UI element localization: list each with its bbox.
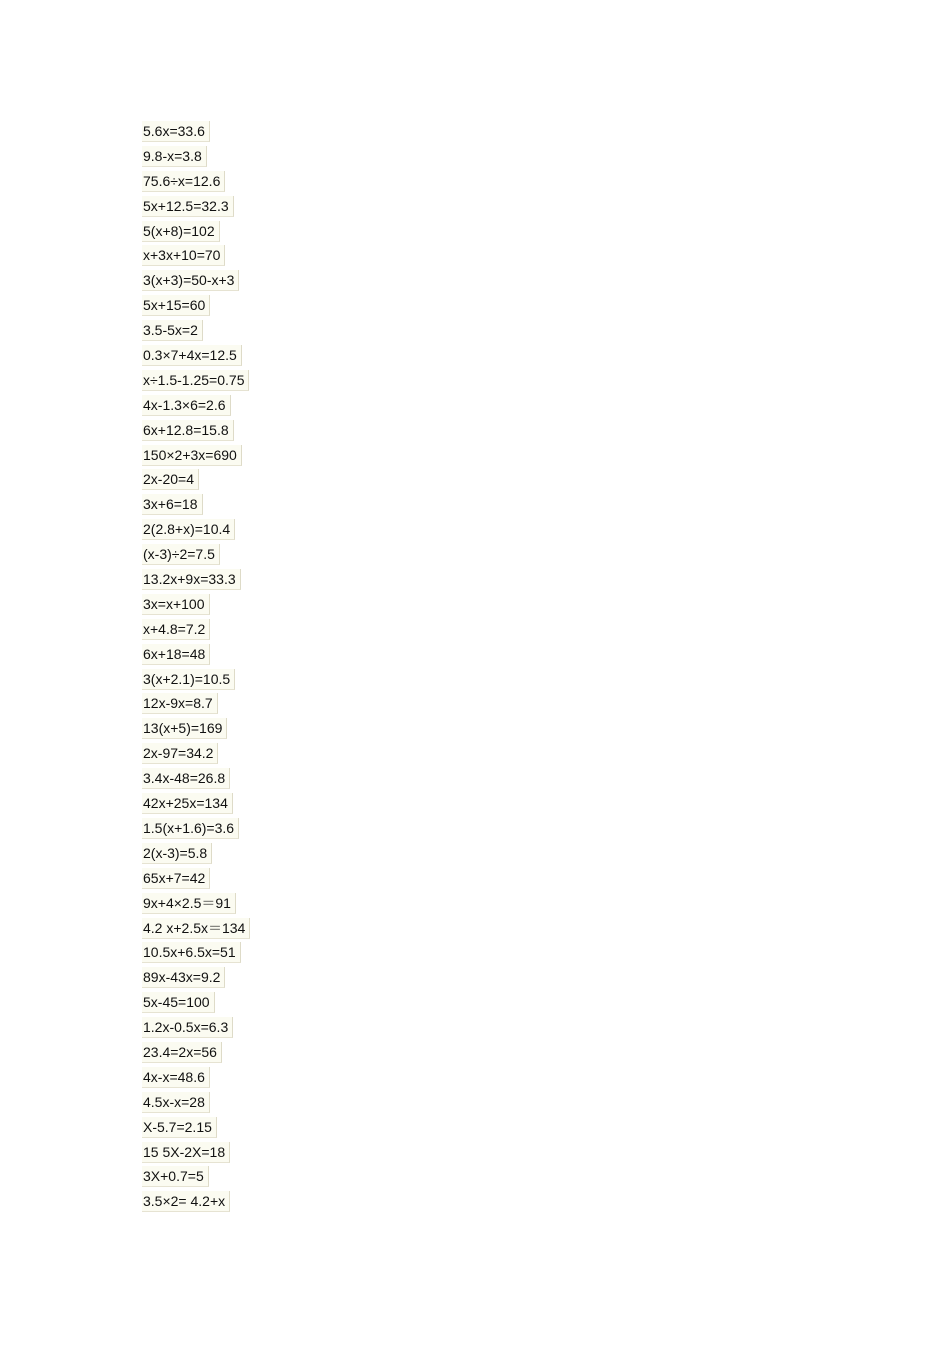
equation-text: 0.3×7+4x=12.5	[142, 345, 242, 366]
equation-item	[142, 867, 250, 892]
equation-item	[142, 892, 250, 917]
equation-item	[142, 1041, 250, 1066]
equation-item	[142, 941, 250, 966]
equation-item	[142, 1141, 250, 1166]
equation-item	[142, 444, 250, 469]
equation-item	[142, 468, 250, 493]
equation-text: 13(x+5)=169	[142, 718, 227, 739]
equation-text: 65x+7=42	[142, 868, 210, 889]
equation-item	[142, 145, 250, 170]
equation-item	[142, 767, 250, 792]
equation-item	[142, 269, 250, 294]
equation-text: 2x-97=34.2	[142, 743, 218, 764]
equation-item	[142, 991, 250, 1016]
equation-text: 42x+25x=134	[142, 793, 233, 814]
equation-text: 6x+18=48	[142, 644, 210, 665]
equation-item	[142, 717, 250, 742]
equation-item	[142, 220, 250, 245]
equation-item	[142, 1165, 250, 1190]
equation-text: 2(2.8+x)=10.4	[142, 519, 235, 540]
equation-item	[142, 792, 250, 817]
equation-item	[142, 593, 250, 618]
equation-text: 4x-x=48.6	[142, 1067, 210, 1088]
equation-item	[142, 692, 250, 717]
equation-item	[142, 244, 250, 269]
equation-text: 10.5x+6.5x=51	[142, 942, 241, 963]
equation-text: 15 5X-2X=18	[142, 1142, 230, 1163]
equation-text: 3.5×2= 4.2+x	[142, 1191, 230, 1212]
equation-item	[142, 568, 250, 593]
equation-text: 3.4x-48=26.8	[142, 768, 230, 789]
equation-text: 3.5-5x=2	[142, 320, 203, 341]
equation-text: 13.2x+9x=33.3	[142, 569, 241, 590]
equation-text: x÷1.5-1.25=0.75	[142, 370, 249, 391]
equation-text: 3(x+3)=50-x+3	[142, 270, 239, 291]
equation-item	[142, 294, 250, 319]
equation-item	[142, 394, 250, 419]
equation-item	[142, 493, 250, 518]
equation-text: 150×2+3x=690	[142, 445, 242, 466]
equation-text: (x-3)÷2=7.5	[142, 544, 220, 565]
equation-item	[142, 319, 250, 344]
equation-item	[142, 1016, 250, 1041]
equation-text: 3x+6=18	[142, 494, 203, 515]
equation-text: 4x-1.3×6=2.6	[142, 395, 231, 416]
equation-text: 2x-20=4	[142, 469, 199, 490]
equation-item	[142, 518, 250, 543]
equation-text: 6x+12.8=15.8	[142, 420, 234, 441]
equation-item	[142, 170, 250, 195]
equation-text: 5(x+8)=102	[142, 221, 220, 242]
equation-text: 1.5(x+1.6)=3.6	[142, 818, 239, 839]
equation-text: 23.4=2x=56	[142, 1042, 222, 1063]
equation-item	[142, 817, 250, 842]
equation-text: 5x+15=60	[142, 295, 210, 316]
equation-item	[142, 1116, 250, 1141]
equation-item	[142, 543, 250, 568]
equation-item	[142, 1091, 250, 1116]
equation-text: 4.2 x+2.5x＝134	[142, 918, 250, 939]
equation-item	[142, 618, 250, 643]
equation-text: 2(x-3)=5.8	[142, 843, 212, 864]
equation-item	[142, 419, 250, 444]
equation-item	[142, 917, 250, 942]
equation-item	[142, 842, 250, 867]
equation-text: 1.2x-0.5x=6.3	[142, 1017, 233, 1038]
equation-text: 5.6x=33.6	[142, 121, 210, 142]
equation-item	[142, 344, 250, 369]
equation-item	[142, 1190, 250, 1215]
equation-text: 3x=x+100	[142, 594, 210, 615]
equation-text: 5x+12.5=32.3	[142, 196, 234, 217]
equation-text: 4.5x-x=28	[142, 1092, 210, 1113]
equation-text: 5x-45=100	[142, 992, 215, 1013]
equation-text: 12x-9x=8.7	[142, 693, 218, 714]
equation-item	[142, 120, 250, 145]
equation-text: 3X+0.7=5	[142, 1166, 209, 1187]
equation-text: 9.8-x=3.8	[142, 146, 207, 167]
equation-text: x+3x+10=70	[142, 245, 225, 266]
equation-text: 3(x+2.1)=10.5	[142, 669, 235, 690]
equation-text: X-5.7=2.15	[142, 1117, 217, 1138]
equation-text: 75.6÷x=12.6	[142, 171, 225, 192]
equation-item	[142, 369, 250, 394]
equation-item	[142, 742, 250, 767]
equation-item	[142, 643, 250, 668]
equation-item	[142, 195, 250, 220]
equation-item	[142, 1066, 250, 1091]
equation-text: 9x+4×2.5＝91	[142, 893, 236, 914]
equation-item	[142, 966, 250, 991]
equation-text: x+4.8=7.2	[142, 619, 210, 640]
equation-item	[142, 668, 250, 693]
equation-text: 89x-43x=9.2	[142, 967, 225, 988]
equation-list	[142, 120, 250, 1215]
